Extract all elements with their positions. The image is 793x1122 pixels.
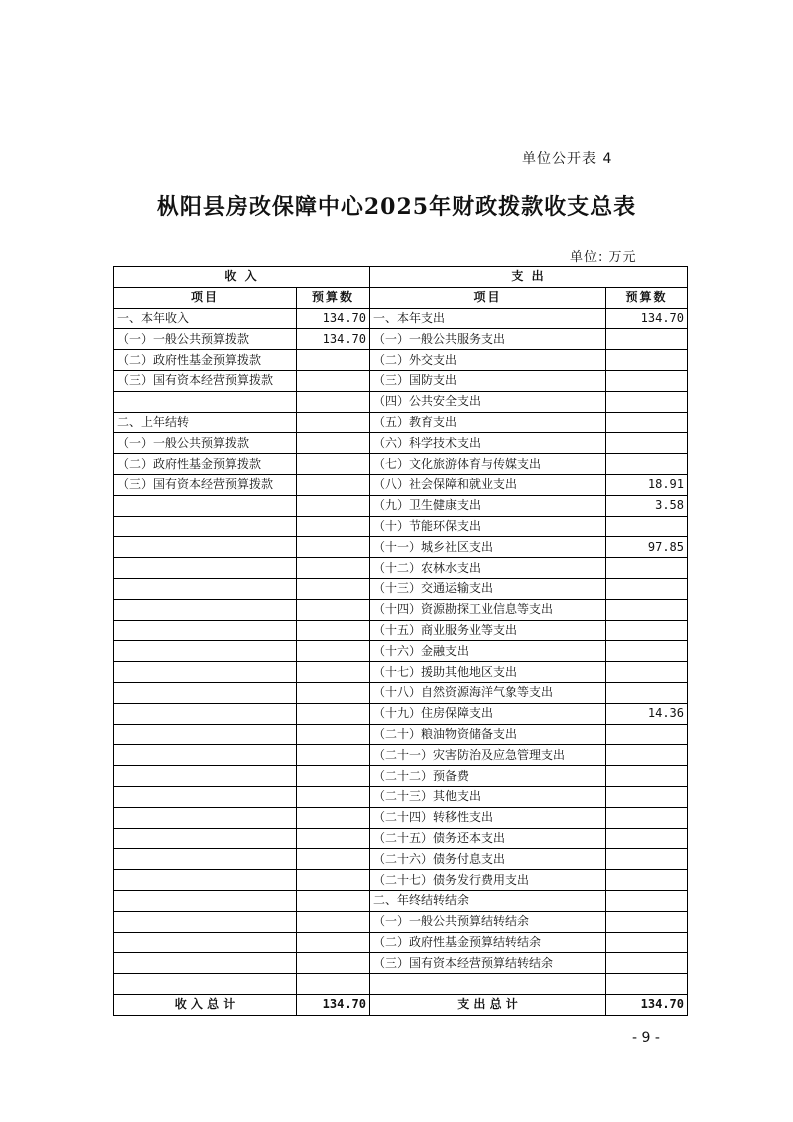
income-value-cell [297, 849, 370, 870]
income-item-cell [114, 641, 297, 662]
income-value-cell [297, 766, 370, 787]
income-item-cell [114, 724, 297, 745]
income-item-cell [114, 558, 297, 579]
table-row [114, 870, 688, 891]
budget-table [113, 266, 688, 1016]
income-value-cell [297, 662, 370, 683]
income-value-cell [297, 474, 370, 495]
income-value-cell [297, 724, 370, 745]
income-item-cell [114, 599, 297, 620]
table-row [114, 911, 688, 932]
income-value-cell [297, 911, 370, 932]
expense-value-cell [606, 828, 688, 849]
income-total-value: 134.70 [297, 994, 370, 1015]
expense-value-cell: 134.70 [606, 308, 688, 329]
expense-item-cell: （二十四）转移性支出 [370, 807, 606, 828]
table-row [114, 766, 688, 787]
expense-item-cell: （二十）粮油物资储备支出 [370, 724, 606, 745]
unit-label: 单位: 万元 [570, 250, 637, 265]
income-item-header: 项目 [114, 287, 297, 308]
expense-value-cell: 3.58 [606, 495, 688, 516]
expense-value-cell [606, 578, 688, 599]
table-row [114, 558, 688, 579]
expense-item-cell: （十）节能环保支出 [370, 516, 606, 537]
income-item-cell [114, 953, 297, 974]
table-row [114, 620, 688, 641]
income-item-cell: 一、本年收入 [114, 308, 297, 329]
form-number: 单位公开表 4 [522, 151, 613, 167]
expense-item-header: 项目 [370, 287, 606, 308]
expense-value-cell [606, 890, 688, 911]
income-value-cell [297, 870, 370, 891]
income-item-cell: （一）一般公共预算拨款 [114, 433, 297, 454]
table-row [114, 412, 688, 433]
expense-value-cell [606, 870, 688, 891]
income-item-cell [114, 890, 297, 911]
income-total-label: 收 入 总 计 [114, 994, 297, 1015]
table-row [114, 370, 688, 391]
expense-item-cell: （十三）交通运输支出 [370, 578, 606, 599]
table-row [114, 745, 688, 766]
income-value-cell [297, 558, 370, 579]
expense-value-cell [606, 662, 688, 683]
income-budget-header: 预算数 [297, 287, 370, 308]
income-value-cell: 134.70 [297, 329, 370, 350]
table-row [114, 807, 688, 828]
table-row [114, 849, 688, 870]
income-item-cell [114, 578, 297, 599]
table-row [114, 350, 688, 371]
expense-item-cell: （二十三）其他支出 [370, 786, 606, 807]
income-item-cell: 二、上年结转 [114, 412, 297, 433]
income-item-cell [114, 766, 297, 787]
table-row [114, 308, 688, 329]
table-row [114, 454, 688, 475]
expense-value-cell [606, 745, 688, 766]
income-value-cell [297, 454, 370, 475]
expense-value-cell [606, 454, 688, 475]
expense-item-cell: （二）外交支出 [370, 350, 606, 371]
table-row [114, 433, 688, 454]
income-section-header: 收 入 [114, 267, 370, 288]
income-value-cell [297, 391, 370, 412]
expense-value-cell [606, 433, 688, 454]
expense-value-cell [606, 620, 688, 641]
totals-row [114, 994, 688, 1015]
expense-item-cell: （十四）资源勘探工业信息等支出 [370, 599, 606, 620]
expense-value-cell [606, 641, 688, 662]
expense-item-cell: （三）国有资本经营预算结转结余 [370, 953, 606, 974]
table-row [114, 516, 688, 537]
income-item-cell [114, 807, 297, 828]
expense-value-cell [606, 329, 688, 350]
income-item-cell [114, 745, 297, 766]
expense-item-cell: 一、本年支出 [370, 308, 606, 329]
table-row [114, 599, 688, 620]
table-row [114, 682, 688, 703]
expense-value-cell: 18.91 [606, 474, 688, 495]
expense-item-cell: （八）社会保障和就业支出 [370, 474, 606, 495]
page-title: 枞阳县房改保障中心2025年财政拨款收支总表 [156, 194, 637, 220]
expense-value-cell [606, 807, 688, 828]
expense-item-cell: （二十五）债务还本支出 [370, 828, 606, 849]
expense-value-cell [606, 412, 688, 433]
expense-budget-header: 预算数 [606, 287, 688, 308]
expense-item-cell: （十七）援助其他地区支出 [370, 662, 606, 683]
expense-item-cell: （十二）农林水支出 [370, 558, 606, 579]
income-value-cell [297, 828, 370, 849]
expense-value-cell [606, 724, 688, 745]
table-row [114, 662, 688, 683]
income-value-cell [297, 932, 370, 953]
income-value-cell: 134.70 [297, 308, 370, 329]
income-value-cell [297, 412, 370, 433]
table-row [114, 537, 688, 558]
expense-item-cell: 二、年终结转结余 [370, 890, 606, 911]
income-item-cell [114, 682, 297, 703]
income-item-cell [114, 495, 297, 516]
income-value-cell [297, 578, 370, 599]
table-row [114, 474, 688, 495]
income-item-cell [114, 870, 297, 891]
table-row [114, 890, 688, 911]
income-item-cell [114, 849, 297, 870]
expense-value-cell: 14.36 [606, 703, 688, 724]
income-value-cell [297, 953, 370, 974]
income-value-cell [297, 745, 370, 766]
header-row-columns [114, 287, 688, 308]
income-item-cell [114, 974, 297, 995]
expense-item-cell: （二十一）灾害防治及应急管理支出 [370, 745, 606, 766]
expense-item-cell: （十八）自然资源海洋气象等支出 [370, 682, 606, 703]
expense-item-cell: （十五）商业服务业等支出 [370, 620, 606, 641]
table-row [114, 703, 688, 724]
expense-item-cell: （五）教育支出 [370, 412, 606, 433]
income-value-cell [297, 620, 370, 641]
income-item-cell: （一）一般公共预算拨款 [114, 329, 297, 350]
income-item-cell [114, 662, 297, 683]
page-number: - 9 - [632, 1030, 660, 1046]
expense-item-cell: （一）一般公共预算结转结余 [370, 911, 606, 932]
expense-value-cell [606, 911, 688, 932]
header-row-sections [114, 267, 688, 288]
expense-value-cell [606, 391, 688, 412]
expense-item-cell: （三）国防支出 [370, 370, 606, 391]
income-item-cell [114, 703, 297, 724]
table-row [114, 974, 688, 995]
income-item-cell [114, 828, 297, 849]
expense-item-cell: （二）政府性基金预算结转结余 [370, 932, 606, 953]
income-value-cell [297, 641, 370, 662]
table-row [114, 578, 688, 599]
income-value-cell [297, 786, 370, 807]
income-value-cell [297, 537, 370, 558]
income-item-cell [114, 932, 297, 953]
table-row [114, 786, 688, 807]
income-item-cell [114, 391, 297, 412]
expense-item-cell: （七）文化旅游体育与传媒支出 [370, 454, 606, 475]
income-item-cell: （三）国有资本经营预算拨款 [114, 474, 297, 495]
expense-value-cell [606, 370, 688, 391]
income-value-cell [297, 370, 370, 391]
income-item-cell [114, 516, 297, 537]
income-item-cell: （三）国有资本经营预算拨款 [114, 370, 297, 391]
income-value-cell [297, 682, 370, 703]
expense-item-cell [370, 974, 606, 995]
expense-value-cell [606, 516, 688, 537]
expense-value-cell [606, 558, 688, 579]
expense-total-value: 134.70 [606, 994, 688, 1015]
income-value-cell [297, 974, 370, 995]
expense-value-cell [606, 786, 688, 807]
expense-item-cell: （九）卫生健康支出 [370, 495, 606, 516]
income-value-cell [297, 350, 370, 371]
expense-item-cell: （一）一般公共服务支出 [370, 329, 606, 350]
income-value-cell [297, 516, 370, 537]
expense-value-cell: 97.85 [606, 537, 688, 558]
income-value-cell [297, 703, 370, 724]
table-row [114, 329, 688, 350]
income-value-cell [297, 495, 370, 516]
table-row [114, 391, 688, 412]
income-value-cell [297, 599, 370, 620]
expense-item-cell: （二十七）债务发行费用支出 [370, 870, 606, 891]
income-item-cell: （二）政府性基金预算拨款 [114, 454, 297, 475]
income-item-cell [114, 620, 297, 641]
expense-value-cell [606, 953, 688, 974]
expense-value-cell [606, 766, 688, 787]
expense-item-cell: （十九）住房保障支出 [370, 703, 606, 724]
expense-value-cell [606, 350, 688, 371]
income-value-cell [297, 807, 370, 828]
expense-value-cell [606, 682, 688, 703]
income-value-cell [297, 433, 370, 454]
expense-value-cell [606, 932, 688, 953]
table-row [114, 495, 688, 516]
table-row [114, 641, 688, 662]
expense-total-label: 支 出 总 计 [370, 994, 606, 1015]
expense-item-cell: （四）公共安全支出 [370, 391, 606, 412]
income-item-cell: （二）政府性基金预算拨款 [114, 350, 297, 371]
table-row [114, 953, 688, 974]
income-item-cell [114, 911, 297, 932]
income-value-cell [297, 890, 370, 911]
expense-value-cell [606, 849, 688, 870]
expense-value-cell [606, 599, 688, 620]
income-item-cell [114, 537, 297, 558]
table-row [114, 828, 688, 849]
table-row [114, 724, 688, 745]
expense-item-cell: （六）科学技术支出 [370, 433, 606, 454]
expense-item-cell: （二十二）预备费 [370, 766, 606, 787]
income-item-cell [114, 786, 297, 807]
expense-item-cell: （十一）城乡社区支出 [370, 537, 606, 558]
expense-section-header: 支 出 [370, 267, 688, 288]
expense-value-cell [606, 974, 688, 995]
expense-item-cell: （十六）金融支出 [370, 641, 606, 662]
expense-item-cell: （二十六）债务付息支出 [370, 849, 606, 870]
table-row [114, 932, 688, 953]
